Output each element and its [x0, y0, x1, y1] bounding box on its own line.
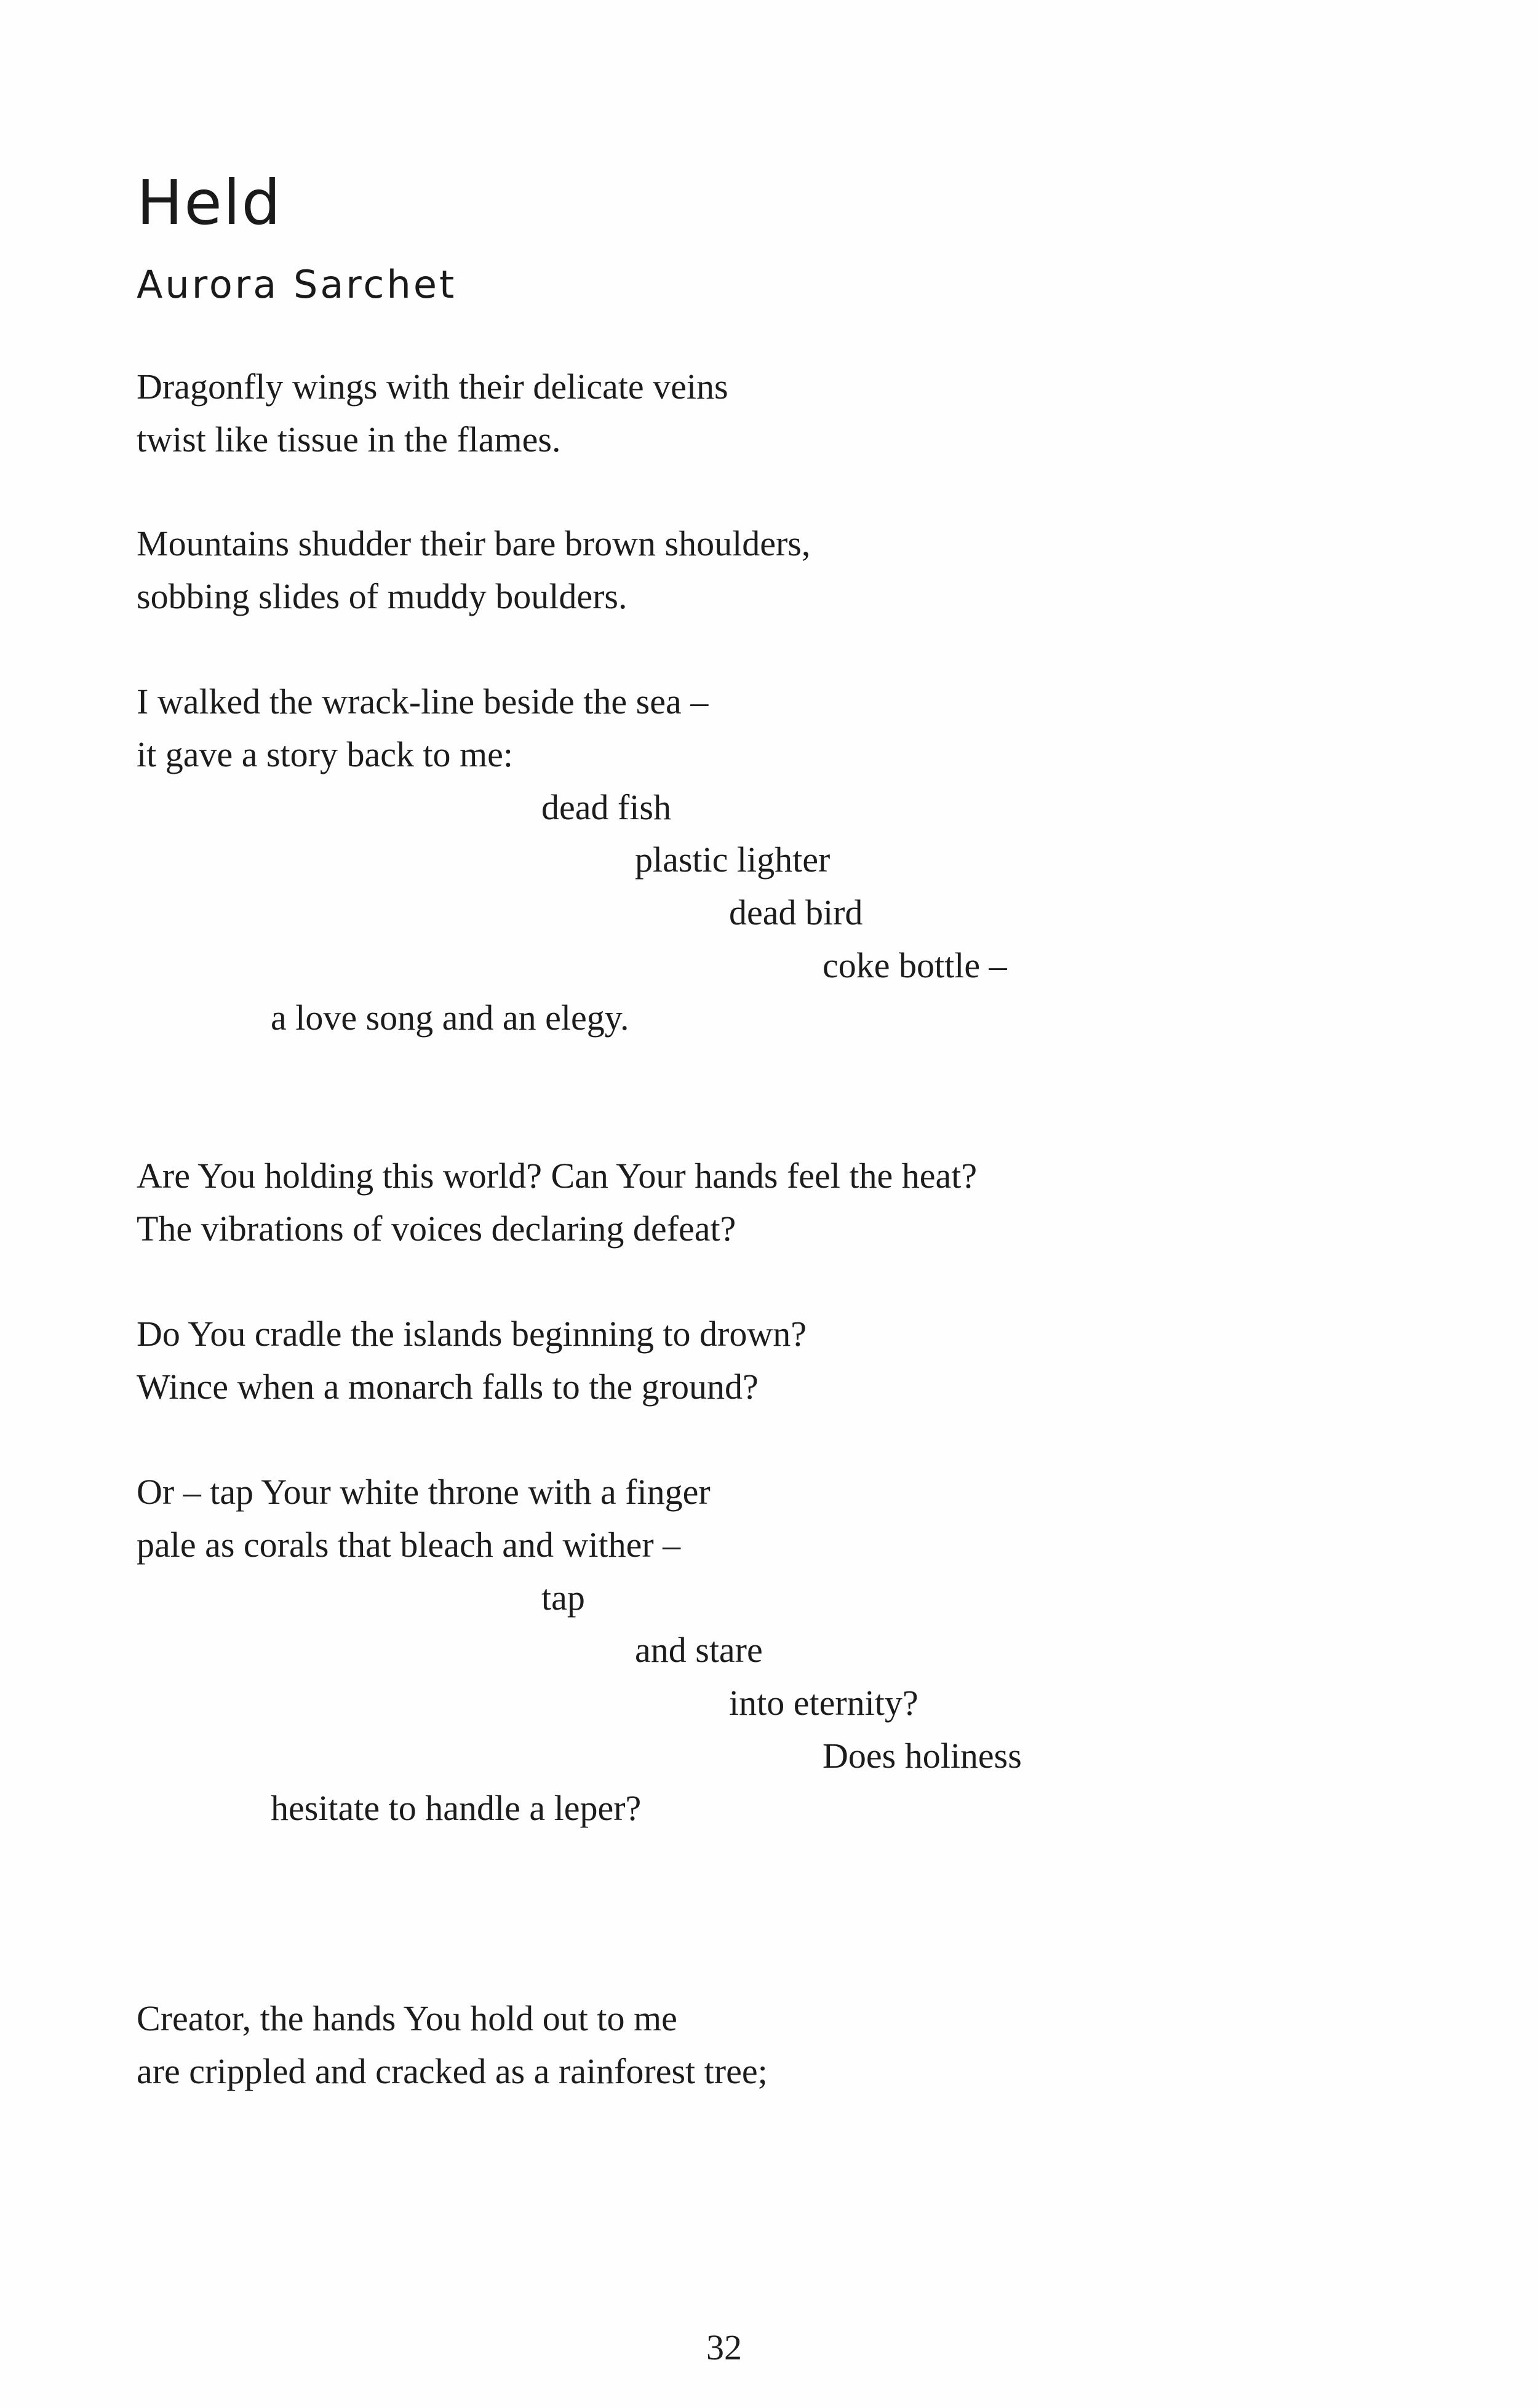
poem-line: coke bottle – — [823, 945, 1007, 985]
poem-line: are crippled and cracked as a rainforest tree; — [137, 2051, 768, 2091]
poem-line: hesitate to handle a leper? — [271, 1788, 642, 1828]
poem-line: Creator, the hands You hold out to me — [137, 1998, 677, 2038]
poem-line: sobbing slides of muddy boulders. — [137, 576, 628, 616]
poem-line: Do You cradle the islands beginning to drown? — [137, 1314, 807, 1354]
poem-line: Mountains shudder their bare brown shoulders, — [137, 523, 811, 563]
poem-line: Does holiness — [823, 1736, 1022, 1776]
poem-line: it gave a story back to me: — [137, 734, 514, 774]
poem-author: Aurora Sarchet — [137, 262, 457, 307]
poem-line: The vibrations of voices declaring defeat? — [137, 1209, 736, 1249]
page-number: 32 — [706, 2327, 742, 2367]
poem-line: pale as corals that bleach and wither – — [137, 1525, 681, 1565]
poem-line: Are You holding this world? Can Your hands feel the heat? — [137, 1156, 978, 1196]
poem-line: a love song and an elegy. — [271, 998, 629, 1038]
poem-line: and stare — [635, 1630, 763, 1670]
poem-line: Or – tap Your white throne with a finger — [137, 1472, 711, 1512]
poem-line: Wince when a monarch falls to the ground? — [137, 1367, 759, 1407]
poem-line: Dragonfly wings with their delicate veins — [137, 367, 728, 407]
poem-line: tap — [541, 1578, 585, 1618]
poem-title: Held — [137, 167, 282, 239]
poem-line: twist like tissue in the flames. — [137, 419, 561, 459]
poem-line: dead fish — [541, 787, 671, 827]
poem-line: plastic lighter — [635, 840, 831, 880]
poem-line: dead bird — [729, 892, 863, 932]
poem-line: I walked the wrack-line beside the sea – — [137, 681, 709, 721]
poem-line: into eternity? — [729, 1683, 918, 1723]
